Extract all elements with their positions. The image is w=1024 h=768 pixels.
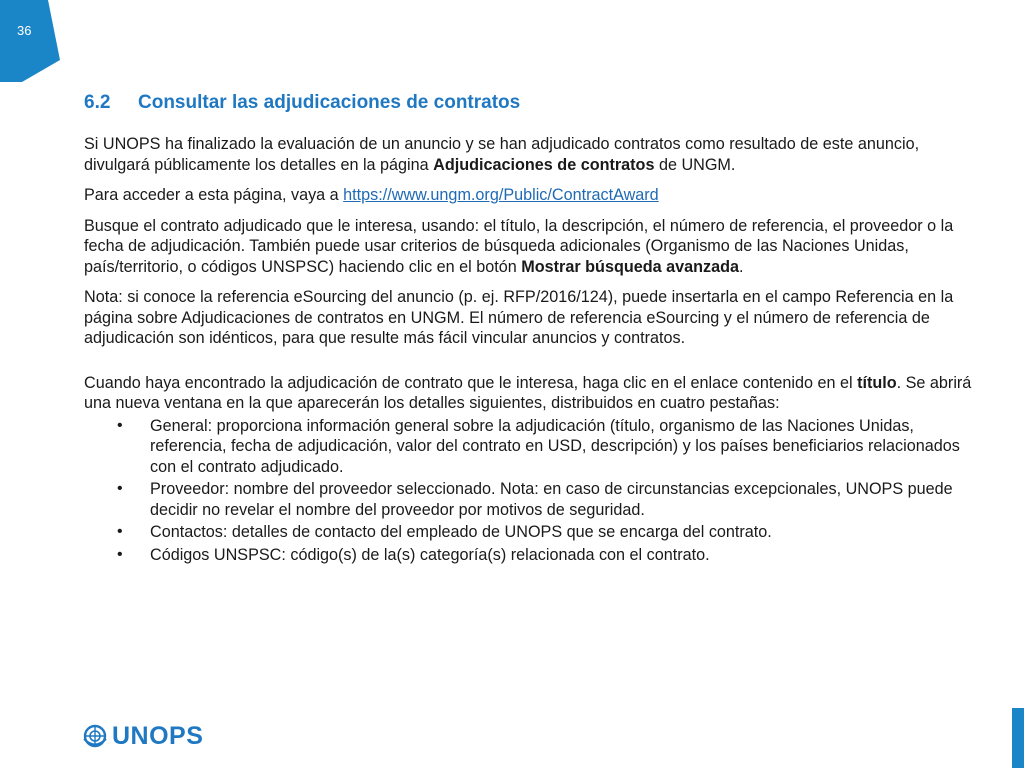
list-item <box>84 522 984 543</box>
paragraph-tabs-text: Cuando haya encontrado la adjudicación de contrato que le interesa, haga clic en el enlace contenido en el <box>84 373 858 392</box>
paragraph-note: Nota: si conoce la referencia eSourcing del anuncio (p. ej. RFP/2016/124), puede insertarla en el campo Referencia en la página sobre Adjudicaciones de contratos en UNGM. El número de referencia eSourcing y el número de referencia de adjudicación son idénticos, para que resulte más fácil vincular anuncios y contratos. <box>84 288 954 347</box>
list-item <box>84 416 984 478</box>
section-title: Consultar las adjudicaciones de contratos <box>138 92 521 113</box>
accent-bar <box>1012 708 1024 768</box>
paragraph-tabs <box>84 373 984 414</box>
bullet-icon: • <box>117 523 123 540</box>
page-number-tab <box>0 0 60 82</box>
paragraph-search <box>84 216 984 278</box>
list-item <box>84 545 984 566</box>
list-item-text: General: proporciona información general sobre la adjudicación (título, organismo de las Naciones Unidas, referencia, fecha de adjudicación, valor del contrato en USD, descripción) y los países beneficiarios relacionados con el contrato adjudicado. <box>150 416 960 476</box>
paragraph-search-text: Busque el contrato adjudicado que le interesa, usando: el título, la descripción, el número de referencia, el proveedor o la fecha de adjudicación. También puede usar criterios de búsqueda adicionales (Organismo de las Naciones Unidas, país/territorio, o códigos UNSPSC) haciendo clic en el botón <box>84 216 954 276</box>
list-item-text: Contactos: detalles de contacto del empleado de UNOPS que se encarga del contrato. <box>150 523 772 541</box>
paragraph-search-end: . <box>739 257 744 276</box>
document-body <box>84 90 984 567</box>
paragraph-intro-bold: Adjudicaciones de contratos <box>433 155 655 174</box>
paragraph-search-bold: Mostrar búsqueda avanzada <box>521 257 739 276</box>
bullet-icon: • <box>117 545 123 563</box>
paragraph-access-text: Para acceder a esta página, vaya a <box>84 186 344 204</box>
list-item-text: Códigos UNSPSC: código(s) de la(s) categoría(s) relacionada con el contrato. <box>150 545 710 564</box>
paragraph-intro-text: Si UNOPS ha finalizado la evaluación de un anuncio y se han adjudicado contratos como resultado de este anuncio, divulgará públicamente los detalles en la página <box>84 135 920 174</box>
unops-logo <box>82 722 203 750</box>
tab-details-list <box>84 416 984 566</box>
paragraph-tabs-text-end: . Se abrirá una nueva ventana en la que aparecerán los detalles siguientes, distribuidos en cuatro pestañas: <box>84 373 972 412</box>
list-item <box>84 479 984 520</box>
bullet-icon: • <box>117 416 123 434</box>
paragraph-intro <box>84 134 984 175</box>
page-number: 36 <box>17 23 32 38</box>
list-item-text: Proveedor: nombre del proveedor seleccionado. Nota: en caso de circunstancias excepcionales, UNOPS puede decidir no revelar el nombre del proveedor por motivos de seguridad. <box>150 480 953 519</box>
paragraph-tabs-bold: título <box>857 373 897 392</box>
un-emblem-icon <box>82 723 108 749</box>
paragraph-access <box>84 185 984 206</box>
bullet-icon: • <box>117 480 123 497</box>
contract-award-link[interactable]: https://www.ungm.org/Public/ContractAward <box>343 186 659 204</box>
paragraph-intro-text-end: de UNGM. <box>654 155 736 174</box>
section-heading <box>84 90 984 116</box>
logo-wordmark: UNOPS <box>112 722 204 750</box>
section-number: 6.2 <box>84 92 111 113</box>
